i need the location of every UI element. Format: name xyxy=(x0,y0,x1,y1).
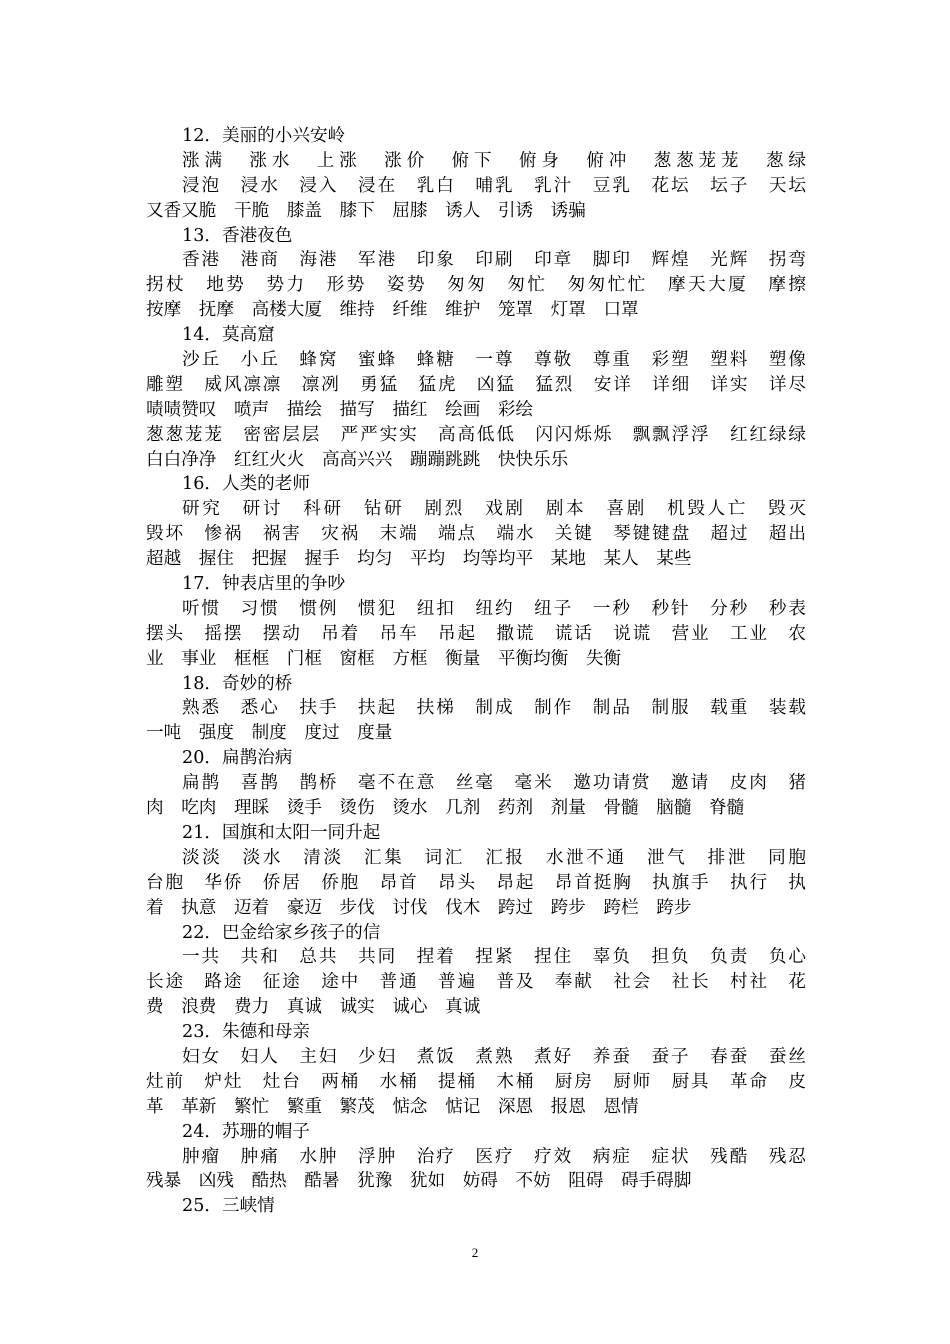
lesson-heading: 23．朱德和母亲 xyxy=(182,1022,310,1043)
vocabulary-line: 浸泡 浸水 浸入 浸在 乳白 哺乳 乳汁 豆乳 花坛 坛子 天坛 xyxy=(182,175,806,196)
lesson-heading: 20．扁鹊治病 xyxy=(182,748,293,769)
lesson-heading: 17．钟表店里的争吵 xyxy=(182,574,346,595)
page-number: 2 xyxy=(471,1245,479,1260)
vocabulary-line: 台胞 华侨 侨居 侨胞 昂首 昂头 昂起 昂首挺胸 执旗手 执行 执 xyxy=(146,872,806,893)
lesson-heading: 18．奇妙的桥 xyxy=(182,673,293,694)
vocabulary-line: 又香又脆 干脆 膝盖 膝下 屈膝 诱人 引诱 诱骗 xyxy=(146,200,586,221)
vocabulary-line: 扁鹊 喜鹊 鹊桥 毫不在意 丝毫 毫米 邀功请赏 邀请 皮肉 猪 xyxy=(182,773,806,794)
vocabulary-line: 着 执意 迈着 豪迈 步伐 讨伐 伐木 跨过 跨步 跨栏 跨步 xyxy=(146,897,692,918)
vocabulary-line: 残暴 凶残 酷热 酷暑 犹豫 犹如 妨碍 不妨 阻碍 碍手碍脚 xyxy=(146,1171,692,1192)
vocabulary-line: 淡淡 淡水 清淡 汇集 词汇 汇报 水泄不通 泄气 排泄 同胞 xyxy=(182,847,806,868)
lesson-heading: 22．巴金给家乡孩子的信 xyxy=(182,922,381,943)
lesson-heading: 24．苏珊的帽子 xyxy=(182,1121,310,1142)
vocabulary-line: 灶前 炉灶 灶台 两桶 水桶 提桶 木桶 厨房 厨师 厨具 革命 皮 xyxy=(146,1071,806,1092)
document-body xyxy=(146,124,806,1219)
vocabulary-line: 听惯 习惯 惯例 惯犯 纽扣 纽约 纽子 一秒 秒针 分秒 秒表 xyxy=(182,598,806,619)
vocabulary-line: 肿瘤 肿痛 水肿 浮肿 治疗 医疗 疗效 病症 症状 残酷 残忍 xyxy=(182,1146,806,1167)
vocabulary-line: 长途 路途 征途 途中 普通 普遍 普及 奉献 社会 社长 村社 花 xyxy=(146,972,806,993)
vocabulary-line: 葱葱茏茏 密密层层 严严实实 高高低低 闪闪烁烁 飘飘浮浮 红红绿绿 xyxy=(146,424,806,445)
vocabulary-line: 雕塑 威风凛凛 凛冽 勇猛 猛虎 凶猛 猛烈 安详 详细 详实 详尽 xyxy=(146,374,806,395)
vocabulary-line: 白白净净 红红火火 高高兴兴 蹦蹦跳跳 快快乐乐 xyxy=(146,449,569,470)
lesson-heading: 21．国旗和太阳一同升起 xyxy=(182,822,381,843)
vocabulary-line: 费 浪费 费力 真诚 诚实 诚心 真诚 xyxy=(146,997,481,1018)
vocabulary-line: 革 革新 繁忙 繁重 繁茂 惦念 惦记 深恩 报恩 恩情 xyxy=(146,1096,639,1117)
lesson-heading: 12．美丽的小兴安岭 xyxy=(182,126,346,146)
vocabulary-line: 肉 吃肉 理睬 烫手 烫伤 烫水 几剂 药剂 剂量 骨髓 脑髓 脊髓 xyxy=(146,798,745,819)
vocabulary-line: 超越 握住 把握 握手 均匀 平均 均等均平 某地 某人 某些 xyxy=(146,549,692,570)
vocabulary-line: 一吨 强度 制度 度过 度量 xyxy=(146,723,393,744)
vocabulary-line: 香港 港商 海港 军港 印象 印刷 印章 脚印 辉煌 光辉 拐弯 xyxy=(182,250,806,271)
vocabulary-line: 按摩 抚摩 高楼大厦 维持 纤维 维护 笼罩 灯罩 口罩 xyxy=(146,300,639,321)
vocabulary-line: 啧啧赞叹 喷声 描绘 描写 描红 绘画 彩绘 xyxy=(146,399,534,420)
vocabulary-line: 业 事业 框框 门框 窗框 方框 衡量 平衡均衡 失衡 xyxy=(146,648,622,669)
vocabulary-line: 毁坏 惨祸 祸害 灾祸 末端 端点 端水 关键 琴键键盘 超过 超出 xyxy=(146,524,806,545)
vocabulary-line: 沙丘 小丘 蜂窝 蜜蜂 蜂糖 一尊 尊敬 尊重 彩塑 塑料 塑像 xyxy=(182,350,806,371)
lesson-heading: 16．人类的老师 xyxy=(182,474,310,495)
lesson-heading: 13．香港夜色 xyxy=(182,225,293,246)
vocabulary-line: 涨满 涨水 上涨 涨价 俯下 俯身 俯冲 葱葱茏茏 葱绿 xyxy=(182,150,806,171)
lesson-heading: 25．三峡情 xyxy=(182,1196,275,1217)
vocabulary-line: 研究 研讨 科研 钻研 剧烈 戏剧 剧本 喜剧 机毁人亡 毁灭 xyxy=(182,499,806,520)
lesson-heading: 14．莫高窟 xyxy=(182,325,275,346)
vocabulary-line: 一共 共和 总共 共同 捏着 捏紧 捏住 辜负 担负 负责 负心 xyxy=(182,947,806,968)
vocabulary-line: 妇女 妇人 主妇 少妇 煮饭 煮熟 煮好 养蚕 蚕子 春蚕 蚕丝 xyxy=(182,1046,806,1067)
vocabulary-line: 摆头 摇摆 摆动 吊着 吊车 吊起 撒谎 谎话 说谎 营业 工业 农 xyxy=(146,623,806,644)
vocabulary-line: 熟悉 悉心 扶手 扶起 扶梯 制成 制作 制品 制服 载重 装载 xyxy=(182,698,806,719)
vocabulary-line: 拐杖 地势 势力 形势 姿势 匆匆 匆忙 匆匆忙忙 摩天大厦 摩擦 xyxy=(146,275,806,296)
